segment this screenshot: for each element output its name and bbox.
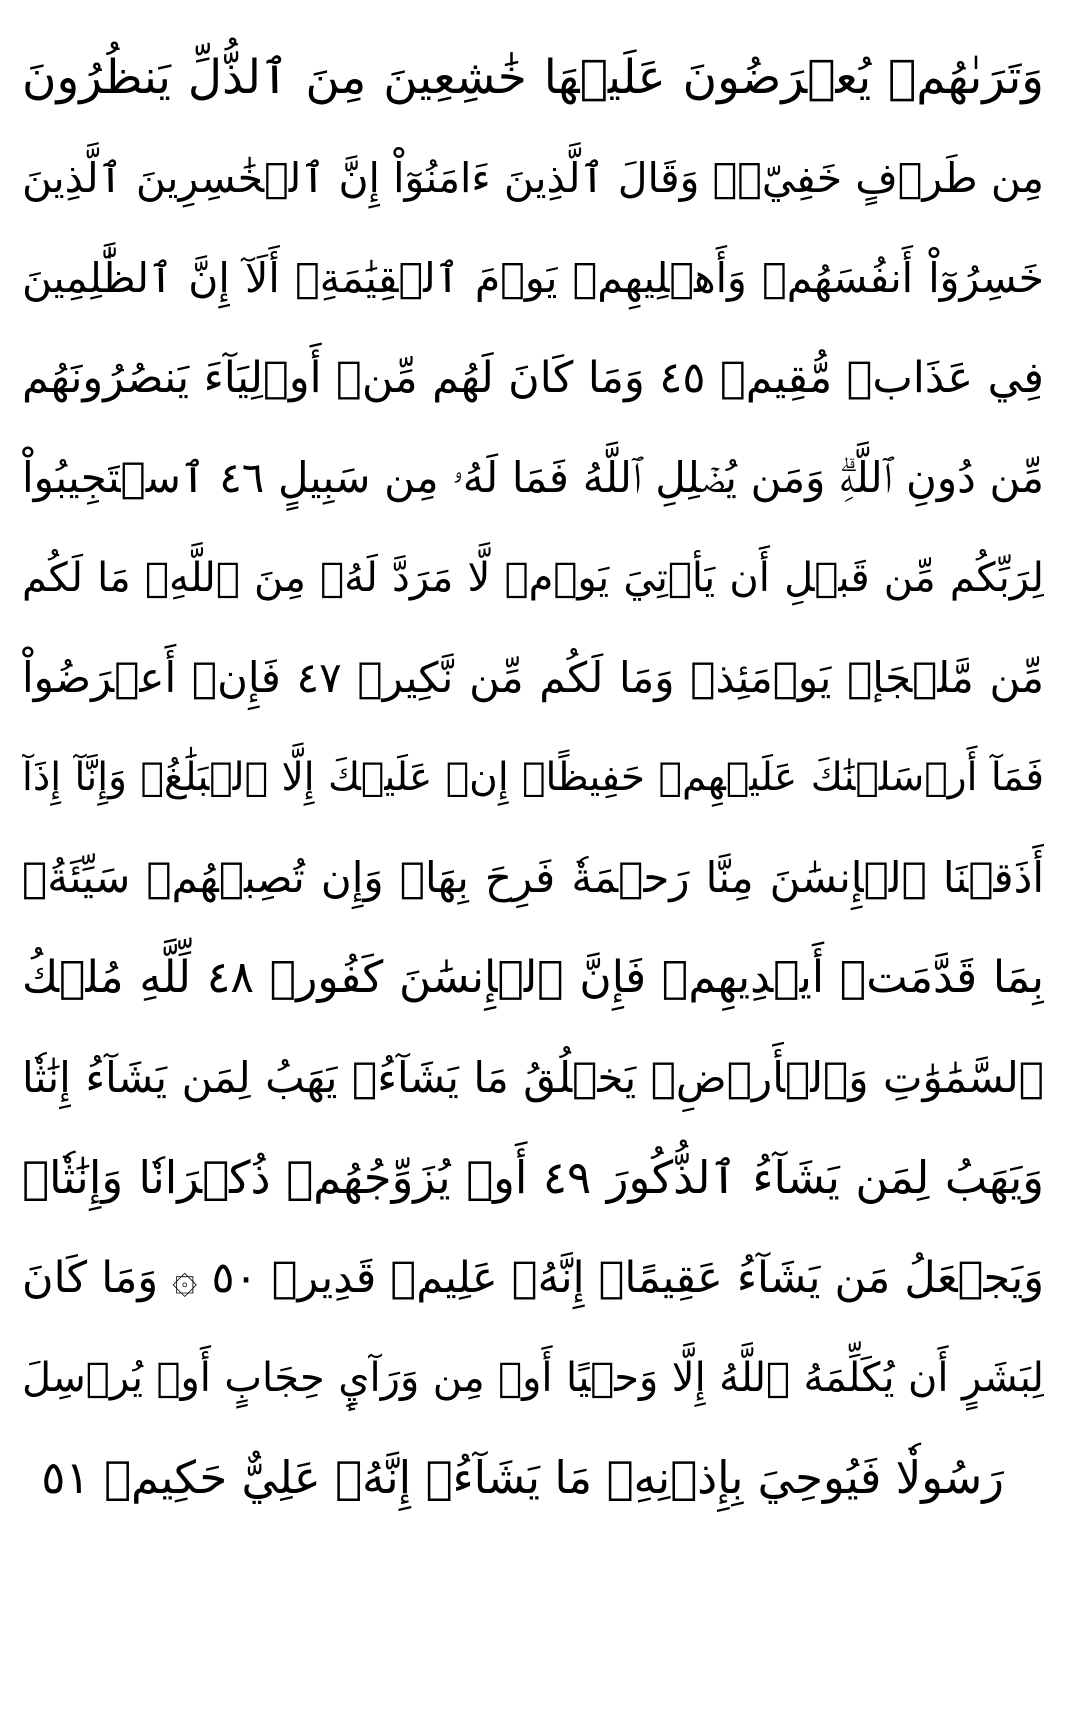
- text-line-2: مِن طَرۡفٍ خَفِيّٖۗ وَقَالَ ٱلَّذِينَ ءَامَنُوٓاْ إِنَّ ٱلۡخَٰسِرِينَ ٱلَّذِينَ: [22, 154, 1044, 202]
- text-line-7: مِّن مَّلۡجَإٖ يَوۡمَئِذٖ وَمَا لَكُم مِّن نَّكِيرٖ ٤٧ فَإِنۡ أَعۡرَضُواْ: [22, 653, 1044, 702]
- text-line-13: وَيَجۡعَلُ مَن يَشَآءُ عَقِيمًاۚ إِنَّهُۥ عَلِيمٞ قَدِيرٞ ٥٠ ۞ وَمَا كَانَ: [22, 1253, 1044, 1303]
- text-line-11: ٱلسَّمَٰوَٰتِ وَٱلۡأَرۡضِۚ يَخۡلُقُ مَا يَشَآءُۚ يَهَبُ لِمَن يَشَآءُ إِنَٰثٗا: [22, 1053, 1044, 1102]
- text-line-5: مِّن دُونِ ٱللَّهِۗ وَمَن يُضۡلِلِ ٱللَّهُ فَمَا لَهُۥ مِن سَبِيلٍ ٤٦ ٱسۡتَجِيبُواْ: [22, 453, 1044, 502]
- text-line-10: بِمَا قَدَّمَتۡ أَيۡدِيهِمۡ فَإِنَّ ٱلۡإِنسَٰنَ كَفُورٞ ٤٨ لِّلَّهِ مُلۡكُ: [22, 952, 1044, 1003]
- verse-lines: [22, 28, 1044, 1528]
- text-line-4: فِي عَذَابٖ مُّقِيمٖ ٤٥ وَمَا كَانَ لَهُم مِّنۡ أَوۡلِيَآءَ يَنصُرُونَهُم: [22, 353, 1044, 403]
- text-line-14: لِبَشَرٍ أَن يُكَلِّمَهُ ٱللَّهُ إِلَّا وَحۡيًا أَوۡ مِن وَرَآيِٕ حِجَابٍ أَوۡ يُرۡسِلَ: [22, 1355, 1044, 1401]
- text-line-8: فَمَآ أَرۡسَلۡنَٰكَ عَلَيۡهِمۡ حَفِيظًاۖ إِنۡ عَلَيۡكَ إِلَّا ٱلۡبَلَٰغُۗ وَإِنَّآ إِذَآ: [22, 755, 1044, 800]
- text-line-1: وَتَرَىٰهُمۡ يُعۡرَضُونَ عَلَيۡهَا خَٰشِعِينَ مِنَ ٱلذُّلِّ يَنظُرُونَ: [22, 50, 1044, 105]
- text-line-15: رَسُولٗا فَيُوحِيَ بِإِذۡنِهِۦ مَا يَشَآءُۚ إِنَّهُۥ عَلِيٌّ حَكِيمٞ ٥١: [41, 1451, 1004, 1504]
- text-line-3: خَسِرُوٓاْ أَنفُسَهُمۡ وَأَهۡلِيهِمۡ يَوۡمَ ٱلۡقِيَٰمَةِۗ أَلَآ إِنَّ ٱلظَّٰلِمِينَ: [22, 254, 1044, 302]
- text-line-6: لِرَبِّكُم مِّن قَبۡلِ أَن يَأۡتِيَ يَوۡمٞ لَّا مَرَدَّ لَهُۥ مِنَ ٱللَّهِۚ مَا لَكُم: [22, 555, 1044, 601]
- text-line-12: وَيَهَبُ لِمَن يَشَآءُ ٱلذُّكُورَ ٤٩ أَوۡ يُزَوِّجُهُمۡ ذُكۡرَانٗا وَإِنَٰثٗاۖ: [22, 1151, 1044, 1204]
- text-line-9: أَذَقۡنَا ٱلۡإِنسَٰنَ مِنَّا رَحۡمَةٗ فَرِحَ بِهَاۖ وَإِن تُصِبۡهُمۡ سَيِّئَةُۢ: [22, 853, 1044, 902]
